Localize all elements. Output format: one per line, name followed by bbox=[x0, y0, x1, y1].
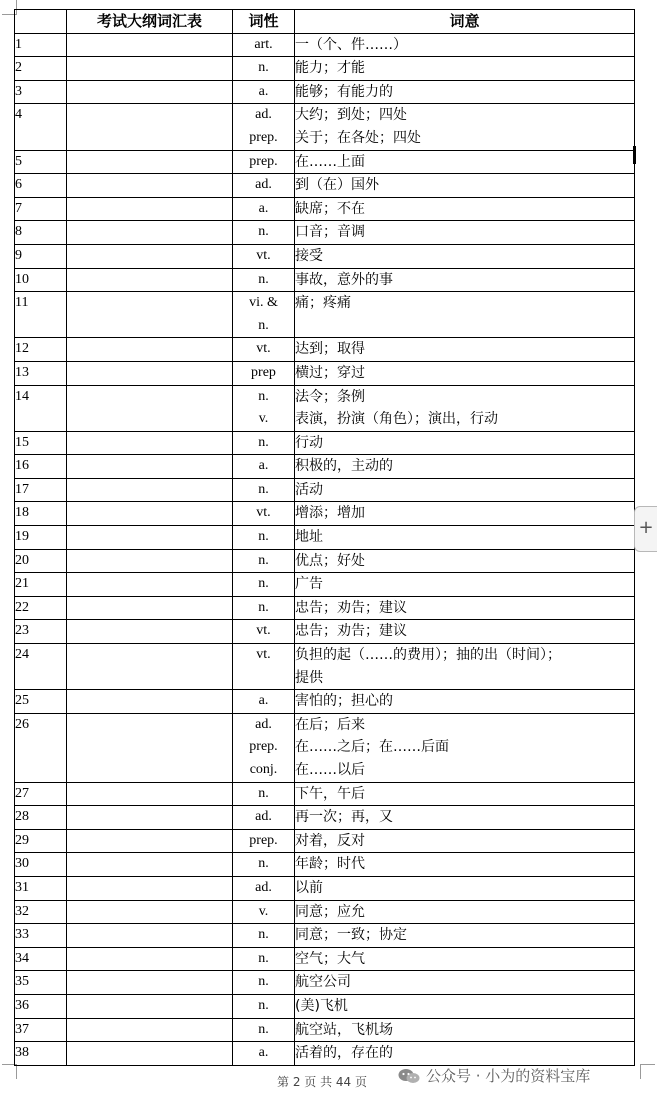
part-of-speech: n. bbox=[258, 785, 269, 801]
row-number: 10 bbox=[15, 268, 67, 292]
part-of-speech: v. bbox=[258, 903, 269, 919]
meaning-line: 下午，午后 bbox=[295, 785, 365, 802]
part-of-speech: n. bbox=[258, 856, 269, 872]
row-number: 14 bbox=[15, 385, 67, 431]
part-of-speech: vt. bbox=[256, 247, 271, 263]
meaning-cell bbox=[295, 829, 635, 853]
meaning-line: 忠告；劝告；建议 bbox=[295, 599, 407, 616]
meaning-line: 达到；取得 bbox=[295, 341, 365, 358]
row-number: 37 bbox=[15, 1018, 67, 1042]
part-of-speech-cell bbox=[233, 268, 295, 292]
table-row bbox=[15, 221, 635, 245]
word-cell bbox=[67, 690, 233, 714]
meaning-line: 空气；大气 bbox=[295, 950, 365, 967]
part-of-speech-cell bbox=[233, 104, 295, 150]
table-row bbox=[15, 1042, 635, 1066]
table-row bbox=[15, 853, 635, 877]
part-of-speech-cell bbox=[233, 713, 295, 782]
meaning-line: 优点；好处 bbox=[295, 552, 365, 569]
meaning-line: 害怕的；担心的 bbox=[295, 693, 393, 710]
part-of-speech: a. bbox=[258, 200, 269, 216]
word-cell bbox=[67, 994, 233, 1018]
wechat-icon bbox=[398, 1068, 420, 1084]
part-of-speech: vi. & bbox=[249, 295, 278, 311]
part-of-speech-cell bbox=[233, 385, 295, 431]
part-of-speech: prep. bbox=[249, 739, 278, 755]
word-cell bbox=[67, 713, 233, 782]
table-row bbox=[15, 620, 635, 644]
word-cell bbox=[67, 806, 233, 830]
table-row bbox=[15, 268, 635, 292]
part-of-speech-cell bbox=[233, 502, 295, 526]
word-cell bbox=[67, 104, 233, 150]
row-number: 15 bbox=[15, 431, 67, 455]
table-row bbox=[15, 478, 635, 502]
meaning-cell bbox=[295, 361, 635, 385]
part-of-speech: a. bbox=[258, 458, 269, 474]
part-of-speech-cell bbox=[233, 644, 295, 690]
row-number: 19 bbox=[15, 526, 67, 550]
row-number: 25 bbox=[15, 690, 67, 714]
table-row bbox=[15, 57, 635, 81]
part-of-speech-cell bbox=[233, 549, 295, 573]
part-of-speech: a. bbox=[258, 83, 269, 99]
meaning-cell bbox=[295, 502, 635, 526]
meaning-cell bbox=[295, 33, 635, 57]
row-number: 35 bbox=[15, 971, 67, 995]
meaning-cell bbox=[295, 596, 635, 620]
row-number: 23 bbox=[15, 620, 67, 644]
table-row bbox=[15, 385, 635, 431]
meaning-cell bbox=[295, 713, 635, 782]
meaning-line: 增添；增加 bbox=[295, 505, 365, 522]
row-number: 31 bbox=[15, 876, 67, 900]
table-row bbox=[15, 361, 635, 385]
vocabulary-table bbox=[14, 9, 635, 1066]
row-number: 7 bbox=[15, 197, 67, 221]
part-of-speech-cell bbox=[233, 455, 295, 479]
word-cell bbox=[67, 526, 233, 550]
table-row bbox=[15, 971, 635, 995]
word-cell bbox=[67, 292, 233, 338]
word-cell bbox=[67, 853, 233, 877]
meaning-cell bbox=[295, 292, 635, 338]
meaning-line: 活着的，存在的 bbox=[295, 1045, 393, 1062]
row-number: 16 bbox=[15, 455, 67, 479]
part-of-speech: vt. bbox=[256, 505, 271, 521]
row-number: 38 bbox=[15, 1042, 67, 1066]
part-of-speech: ad. bbox=[255, 107, 272, 123]
meaning-cell bbox=[295, 782, 635, 806]
table-row bbox=[15, 292, 635, 338]
meaning-cell bbox=[295, 431, 635, 455]
table-row bbox=[15, 244, 635, 268]
part-of-speech: prep bbox=[251, 364, 276, 380]
meaning-line: 口音；音调 bbox=[295, 224, 365, 241]
word-cell bbox=[67, 268, 233, 292]
row-number: 33 bbox=[15, 924, 67, 948]
table-row bbox=[15, 549, 635, 573]
header-meaning: 词意 bbox=[295, 10, 635, 34]
row-number: 28 bbox=[15, 806, 67, 830]
part-of-speech: ad. bbox=[255, 879, 272, 895]
meaning-cell bbox=[295, 620, 635, 644]
part-of-speech-cell bbox=[233, 806, 295, 830]
text-cursor-mark bbox=[633, 146, 636, 164]
meaning-cell bbox=[295, 947, 635, 971]
part-of-speech-cell bbox=[233, 690, 295, 714]
part-of-speech: vt. bbox=[256, 623, 271, 639]
meaning-line: 行动 bbox=[295, 434, 323, 451]
meaning-cell bbox=[295, 455, 635, 479]
meaning-cell bbox=[295, 1042, 635, 1066]
table-row bbox=[15, 596, 635, 620]
part-of-speech: n. bbox=[258, 599, 269, 615]
word-cell bbox=[67, 620, 233, 644]
part-of-speech: n. bbox=[258, 388, 269, 404]
table-row bbox=[15, 150, 635, 174]
watermark-text: 公众号 · 小为的资料宝库 bbox=[426, 1067, 591, 1085]
meaning-line: 在……以后 bbox=[295, 762, 365, 778]
part-of-speech: a. bbox=[258, 693, 269, 709]
meaning-line: 能够；有能力的 bbox=[295, 83, 393, 100]
row-number: 26 bbox=[15, 713, 67, 782]
word-cell bbox=[67, 900, 233, 924]
meaning-line: 同意；一致；协定 bbox=[295, 927, 407, 944]
table-row bbox=[15, 947, 635, 971]
table-row bbox=[15, 690, 635, 714]
meaning-cell bbox=[295, 853, 635, 877]
part-of-speech-cell bbox=[233, 924, 295, 948]
table-row bbox=[15, 502, 635, 526]
table-row bbox=[15, 994, 635, 1018]
part-of-speech: ad. bbox=[255, 177, 272, 193]
part-of-speech: art. bbox=[254, 36, 273, 52]
part-of-speech: n. bbox=[258, 950, 269, 966]
row-number: 32 bbox=[15, 900, 67, 924]
meaning-line: 地址 bbox=[295, 529, 323, 546]
word-cell bbox=[67, 455, 233, 479]
table-row bbox=[15, 33, 635, 57]
word-cell bbox=[67, 644, 233, 690]
part-of-speech: n. bbox=[258, 974, 269, 990]
table-row bbox=[15, 338, 635, 362]
row-number: 21 bbox=[15, 573, 67, 597]
word-cell bbox=[67, 596, 233, 620]
word-cell bbox=[67, 549, 233, 573]
page-number: 第 2 页 共 44 页 bbox=[277, 1075, 367, 1089]
part-of-speech: n. bbox=[258, 529, 269, 545]
part-of-speech-cell bbox=[233, 876, 295, 900]
meaning-cell bbox=[295, 900, 635, 924]
meaning-line: 事故，意外的事 bbox=[295, 271, 393, 288]
meaning-cell bbox=[295, 197, 635, 221]
part-of-speech-cell bbox=[233, 221, 295, 245]
page-corner-mark bbox=[640, 1064, 655, 1079]
word-cell bbox=[67, 947, 233, 971]
meaning-cell bbox=[295, 221, 635, 245]
part-of-speech: v. bbox=[258, 411, 269, 427]
row-number: 9 bbox=[15, 244, 67, 268]
table-row bbox=[15, 713, 635, 782]
word-cell bbox=[67, 385, 233, 431]
part-of-speech: n. bbox=[258, 997, 269, 1013]
meaning-cell bbox=[295, 80, 635, 104]
table-row bbox=[15, 573, 635, 597]
meaning-line: 横过；穿过 bbox=[295, 364, 365, 381]
word-cell bbox=[67, 80, 233, 104]
word-cell bbox=[67, 502, 233, 526]
word-cell bbox=[67, 244, 233, 268]
row-number: 4 bbox=[15, 104, 67, 150]
header-word: 考试大纲词汇表 bbox=[67, 10, 233, 34]
table-row bbox=[15, 782, 635, 806]
word-cell bbox=[67, 1042, 233, 1066]
meaning-line: (美)飞机 bbox=[295, 997, 348, 1014]
part-of-speech: prep. bbox=[249, 153, 278, 169]
table-row bbox=[15, 644, 635, 690]
meaning-line: 同意；应允 bbox=[295, 903, 365, 920]
part-of-speech: n. bbox=[258, 481, 269, 497]
word-cell bbox=[67, 573, 233, 597]
table-row bbox=[15, 431, 635, 455]
meaning-cell bbox=[295, 478, 635, 502]
meaning-line: 在后；后来 bbox=[295, 716, 365, 733]
meaning-cell bbox=[295, 57, 635, 81]
word-cell bbox=[67, 150, 233, 174]
word-cell bbox=[67, 338, 233, 362]
header-number bbox=[15, 10, 67, 34]
row-number: 5 bbox=[15, 150, 67, 174]
row-number: 24 bbox=[15, 644, 67, 690]
part-of-speech: ad. bbox=[255, 716, 272, 732]
table-row bbox=[15, 1018, 635, 1042]
row-number: 20 bbox=[15, 549, 67, 573]
meaning-cell bbox=[295, 526, 635, 550]
part-of-speech-cell bbox=[233, 596, 295, 620]
part-of-speech-cell bbox=[233, 80, 295, 104]
word-cell bbox=[67, 829, 233, 853]
part-of-speech: n. bbox=[258, 1021, 269, 1037]
meaning-cell bbox=[295, 573, 635, 597]
meaning-line: 一（个、件……） bbox=[295, 36, 407, 53]
word-cell bbox=[67, 431, 233, 455]
word-cell bbox=[67, 1018, 233, 1042]
part-of-speech: n. bbox=[258, 576, 269, 592]
part-of-speech: n. bbox=[258, 317, 269, 333]
meaning-line: 航空公司 bbox=[295, 974, 351, 991]
word-cell bbox=[67, 221, 233, 245]
word-cell bbox=[67, 33, 233, 57]
meaning-cell bbox=[295, 806, 635, 830]
meaning-line: 航空站，飞机场 bbox=[295, 1021, 393, 1038]
header-part-of-speech: 词性 bbox=[233, 10, 295, 34]
meaning-line: 表演，扮演（角色）；演出，行动 bbox=[295, 411, 498, 428]
row-number: 13 bbox=[15, 361, 67, 385]
part-of-speech-cell bbox=[233, 57, 295, 81]
meaning-line: 法令；条例 bbox=[295, 388, 365, 405]
row-number: 11 bbox=[15, 292, 67, 338]
meaning-cell bbox=[295, 690, 635, 714]
row-number: 30 bbox=[15, 853, 67, 877]
part-of-speech-cell bbox=[233, 994, 295, 1018]
meaning-cell bbox=[295, 1018, 635, 1042]
part-of-speech: vt. bbox=[256, 647, 271, 663]
meaning-line: 在……上面 bbox=[295, 153, 365, 170]
part-of-speech-cell bbox=[233, 573, 295, 597]
table-header-row bbox=[15, 10, 635, 34]
word-cell bbox=[67, 924, 233, 948]
meaning-line: 再一次；再，又 bbox=[295, 809, 393, 826]
part-of-speech-cell bbox=[233, 361, 295, 385]
part-of-speech-cell bbox=[233, 174, 295, 198]
part-of-speech-cell bbox=[233, 1042, 295, 1066]
row-number: 1 bbox=[15, 33, 67, 57]
meaning-line: 忠告；劝告；建议 bbox=[295, 623, 407, 640]
part-of-speech-cell bbox=[233, 971, 295, 995]
page-corner-mark bbox=[2, 1064, 17, 1079]
part-of-speech-cell bbox=[233, 1018, 295, 1042]
word-cell bbox=[67, 971, 233, 995]
table-row bbox=[15, 455, 635, 479]
meaning-line: 提供 bbox=[295, 669, 323, 686]
meaning-cell bbox=[295, 994, 635, 1018]
meaning-line: 活动 bbox=[295, 481, 323, 498]
row-number: 22 bbox=[15, 596, 67, 620]
meaning-cell bbox=[295, 268, 635, 292]
meaning-line: 缺席；不在 bbox=[295, 200, 365, 217]
row-number: 3 bbox=[15, 80, 67, 104]
part-of-speech: prep. bbox=[249, 832, 278, 848]
part-of-speech-cell bbox=[233, 150, 295, 174]
table-row bbox=[15, 197, 635, 221]
part-of-speech-cell bbox=[233, 526, 295, 550]
row-number: 29 bbox=[15, 829, 67, 853]
table-row bbox=[15, 80, 635, 104]
table-row bbox=[15, 829, 635, 853]
table-row bbox=[15, 900, 635, 924]
row-number: 12 bbox=[15, 338, 67, 362]
part-of-speech-cell bbox=[233, 829, 295, 853]
table-body bbox=[15, 33, 635, 1065]
meaning-cell bbox=[295, 338, 635, 362]
part-of-speech: n. bbox=[258, 434, 269, 450]
part-of-speech-cell bbox=[233, 900, 295, 924]
part-of-speech-cell bbox=[233, 947, 295, 971]
meaning-cell bbox=[295, 385, 635, 431]
table-row bbox=[15, 806, 635, 830]
part-of-speech: prep. bbox=[249, 129, 278, 145]
part-of-speech: conj. bbox=[249, 762, 278, 777]
part-of-speech-cell bbox=[233, 338, 295, 362]
word-cell bbox=[67, 57, 233, 81]
meaning-line: 在……之后；在……后面 bbox=[295, 739, 449, 756]
row-number: 27 bbox=[15, 782, 67, 806]
meaning-cell bbox=[295, 924, 635, 948]
table-row bbox=[15, 924, 635, 948]
row-number: 18 bbox=[15, 502, 67, 526]
meaning-line: 以前 bbox=[295, 879, 323, 896]
meaning-cell bbox=[295, 876, 635, 900]
word-cell bbox=[67, 361, 233, 385]
row-number: 17 bbox=[15, 478, 67, 502]
watermark bbox=[398, 1065, 590, 1086]
meaning-line: 能力；才能 bbox=[295, 60, 365, 77]
part-of-speech: n. bbox=[258, 271, 269, 287]
meaning-line: 痛；疼痛 bbox=[295, 295, 351, 312]
meaning-cell bbox=[295, 174, 635, 198]
meaning-line: 积极的，主动的 bbox=[295, 458, 393, 475]
meaning-cell bbox=[295, 244, 635, 268]
part-of-speech: n. bbox=[258, 552, 269, 568]
part-of-speech-cell bbox=[233, 620, 295, 644]
meaning-cell bbox=[295, 150, 635, 174]
part-of-speech-cell bbox=[233, 244, 295, 268]
meaning-line: 负担的起（……的费用）；抽的出（时间）； bbox=[295, 647, 561, 664]
word-cell bbox=[67, 782, 233, 806]
table-row bbox=[15, 104, 635, 150]
word-cell bbox=[67, 478, 233, 502]
meaning-cell bbox=[295, 549, 635, 573]
part-of-speech: a. bbox=[258, 1045, 269, 1061]
meaning-line: 接受 bbox=[295, 247, 323, 264]
word-cell bbox=[67, 197, 233, 221]
word-cell bbox=[67, 174, 233, 198]
part-of-speech: vt. bbox=[256, 341, 271, 357]
row-number: 6 bbox=[15, 174, 67, 198]
part-of-speech-cell bbox=[233, 853, 295, 877]
row-number: 2 bbox=[15, 57, 67, 81]
part-of-speech-cell bbox=[233, 431, 295, 455]
add-button[interactable]: + bbox=[634, 506, 657, 552]
part-of-speech-cell bbox=[233, 33, 295, 57]
meaning-cell bbox=[295, 971, 635, 995]
meaning-line: 年龄；时代 bbox=[295, 856, 365, 873]
row-number: 8 bbox=[15, 221, 67, 245]
table-row bbox=[15, 174, 635, 198]
row-number: 34 bbox=[15, 947, 67, 971]
part-of-speech-cell bbox=[233, 292, 295, 338]
table-row bbox=[15, 526, 635, 550]
meaning-line: 大约；到处；四处 bbox=[295, 107, 407, 124]
table-row bbox=[15, 876, 635, 900]
word-cell bbox=[67, 876, 233, 900]
part-of-speech: n. bbox=[258, 927, 269, 943]
meaning-line: 到（在）国外 bbox=[295, 177, 379, 194]
part-of-speech-cell bbox=[233, 782, 295, 806]
meaning-cell bbox=[295, 644, 635, 690]
meaning-cell bbox=[295, 104, 635, 150]
meaning-line: 对着，反对 bbox=[295, 832, 365, 849]
part-of-speech: ad. bbox=[255, 809, 272, 825]
part-of-speech-cell bbox=[233, 478, 295, 502]
part-of-speech-cell bbox=[233, 197, 295, 221]
meaning-line: 广告 bbox=[295, 576, 323, 593]
row-number: 36 bbox=[15, 994, 67, 1018]
part-of-speech: n. bbox=[258, 224, 269, 240]
part-of-speech: n. bbox=[258, 60, 269, 76]
meaning-line: 关于；在各处；四处 bbox=[295, 129, 421, 146]
